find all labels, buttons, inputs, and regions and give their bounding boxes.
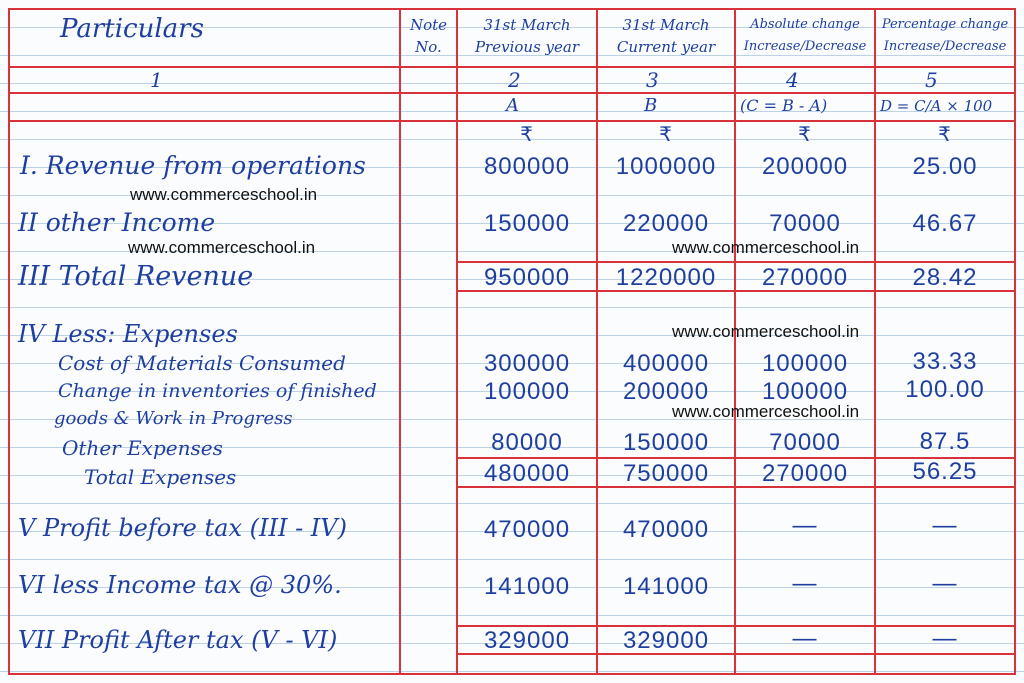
header-absolute-change: [736, 14, 874, 58]
column-letter-b: B: [644, 95, 658, 116]
currency-symbol: ₹: [938, 124, 952, 146]
materials-label: Cost of Materials Consumed: [58, 351, 346, 375]
header-pct-line2: Increase/Decrease: [883, 39, 1007, 54]
header-percentage-change: [876, 14, 1014, 58]
column-number-2: 2: [508, 68, 521, 92]
pat-curr: 329000: [622, 627, 710, 654]
revenue-abs: 200000: [761, 153, 849, 180]
pbt-prev: 470000: [483, 516, 571, 543]
column-letter-a: A: [506, 95, 519, 116]
total-revenue-prev: 950000: [483, 264, 571, 291]
materials-abs: 100000: [761, 350, 849, 377]
other-expenses-abs: 70000: [769, 429, 841, 456]
pbt-label: V Profit before tax (III - IV): [18, 514, 347, 542]
tax-abs: —: [792, 570, 818, 597]
header-curr-line2: Current year: [616, 38, 716, 56]
total-expenses-curr: 750000: [622, 460, 710, 487]
pat-label: VII Profit After tax (V - VI): [18, 626, 338, 654]
total-expenses-pct: 56.25: [912, 458, 978, 485]
total-revenue-abs: 270000: [761, 264, 849, 291]
watermark: www.commerceschool.in: [128, 238, 316, 257]
total-rule: [456, 261, 1016, 263]
column-number-1: 1: [150, 68, 163, 92]
watermark: www.commerceschool.in: [130, 185, 318, 204]
header-current-year: [598, 14, 734, 58]
tax-pct: —: [932, 570, 958, 597]
header-note-line2: No.: [415, 38, 442, 56]
pat-prev: 329000: [483, 627, 571, 654]
column-number-4: 4: [786, 68, 799, 92]
header-note-line1: Note: [409, 16, 448, 34]
tax-curr: 141000: [622, 573, 710, 600]
materials-curr: 400000: [622, 350, 710, 377]
currency-symbol: ₹: [520, 124, 534, 146]
revenue-label: I. Revenue from operations: [20, 151, 366, 180]
currency-symbol: ₹: [798, 124, 812, 146]
total-revenue-label: III Total Revenue: [18, 261, 254, 292]
header-prev-line1: 31st March: [483, 16, 571, 34]
inventories-curr: 200000: [622, 378, 710, 405]
other-expenses-label: Other Expenses: [62, 436, 223, 460]
header-prev-line2: Previous year: [474, 38, 580, 56]
row-rule: [8, 8, 1016, 10]
materials-prev: 300000: [483, 350, 571, 377]
other-income-pct: 46.67: [912, 210, 978, 237]
revenue-pct: 25.00: [912, 153, 978, 180]
other-expenses-pct: 87.5: [919, 428, 971, 455]
total-revenue-curr: 1220000: [615, 264, 717, 291]
column-number-3: 3: [646, 68, 659, 92]
currency-symbol: ₹: [659, 124, 673, 146]
inventories-label-line1: Change in inventories of finished: [58, 380, 377, 402]
pat-pct: —: [932, 625, 958, 652]
watermark: www.commerceschool.in: [672, 402, 860, 421]
inventories-pct: 100.00: [905, 376, 985, 403]
other-income-abs: 70000: [769, 210, 841, 237]
total-expenses-prev: 480000: [483, 460, 571, 487]
other-income-curr: 220000: [622, 210, 710, 237]
column-letter-c: (C = B - A): [740, 96, 828, 115]
total-expenses-label: Total Expenses: [84, 465, 237, 489]
header-abs-line1: Absolute change: [750, 17, 860, 32]
inventories-prev: 100000: [483, 378, 571, 405]
other-income-prev: 150000: [483, 210, 571, 237]
column-rule: [399, 8, 401, 675]
inventories-label-line2: goods & Work in Progress: [54, 408, 293, 429]
total-revenue-pct: 28.42: [912, 264, 978, 291]
header-previous-year: [458, 14, 596, 58]
row-rule: [8, 673, 1016, 675]
pbt-pct: —: [932, 512, 958, 539]
pbt-abs: —: [792, 512, 818, 539]
pat-abs: —: [792, 625, 818, 652]
header-particulars: Particulars: [60, 14, 204, 44]
materials-pct: 33.33: [912, 348, 978, 375]
other-income-label: II other Income: [18, 208, 216, 237]
watermark: www.commerceschool.in: [672, 238, 860, 257]
revenue-curr: 1000000: [615, 153, 717, 180]
total-expenses-abs: 270000: [761, 460, 849, 487]
watermark: www.commerceschool.in: [672, 322, 860, 341]
revenue-prev: 800000: [483, 153, 571, 180]
tax-prev: 141000: [483, 573, 571, 600]
header-pct-line1: Percentage change: [881, 17, 1009, 32]
header-curr-line1: 31st March: [622, 16, 710, 34]
other-expenses-prev: 80000: [491, 429, 563, 456]
column-rule: [8, 8, 10, 675]
pbt-curr: 470000: [622, 516, 710, 543]
inventories-abs: 100000: [761, 378, 849, 405]
other-expenses-curr: 150000: [622, 429, 710, 456]
column-number-5: 5: [925, 68, 938, 92]
column-rule: [1014, 8, 1016, 675]
column-letter-d: D = C/A × 100: [880, 97, 993, 115]
header-abs-line2: Increase/Decrease: [743, 39, 867, 54]
tax-label: VI less Income tax @ 30%.: [18, 571, 342, 599]
expenses-heading: IV Less: Expenses: [18, 320, 238, 348]
row-rule: [8, 92, 1016, 94]
header-note: [401, 14, 456, 58]
